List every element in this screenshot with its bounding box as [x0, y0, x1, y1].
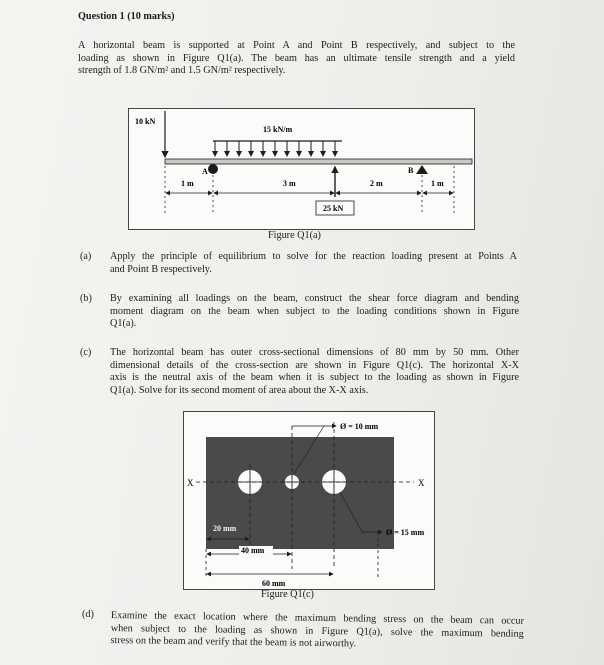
figure-q1c-frame — [183, 411, 435, 590]
figure-q1a-diagram — [129, 109, 474, 229]
part-a-text — [110, 251, 517, 276]
dim-20-label: 20 mm — [213, 524, 237, 533]
support-b-pin — [416, 165, 428, 174]
part-d-line: Examine the exact location where the maximum bending stress on the beam can occur — [110, 610, 524, 627]
dim-label-1: 1 m — [181, 179, 194, 188]
part-c-line: Q1(a). Solve for its second moment of area about the X-X axis. — [110, 384, 369, 396]
part-b-line: By examining all loadings on the beam, construct the shear force diagram and bending — [110, 293, 519, 304]
dim-label-2: 3 m — [283, 179, 296, 188]
part-d-label: (d) — [82, 609, 94, 620]
part-a-line: and Point B respectively. — [110, 263, 212, 275]
intro-paragraph — [78, 40, 515, 78]
udl-label: 15 kN/m — [263, 125, 293, 134]
part-a-label: (a) — [80, 251, 92, 262]
dia-large-label: Ø = 15 mm — [386, 528, 425, 537]
part-a-line: Apply the principle of equilibrium to solve for the reaction loading present at Points A — [110, 251, 517, 262]
part-c-line: axis is the neutral axis of the beam when it is subject to the loading as shown in Figure — [110, 372, 519, 384]
intro-line: loading as shown in Figure Q1(a). The beam has an ultimate tensile strength and a yield — [78, 52, 515, 64]
part-c-line: The horizontal beam has outer cross-sectional dimensions of 80 mm by 50 mm. Other — [110, 347, 519, 358]
point-b-label: B — [408, 166, 414, 175]
figure-q1a-frame — [128, 108, 475, 230]
dim-label-3: 2 m — [370, 179, 383, 188]
dia-small-label: Ø = 10 mm — [340, 422, 379, 431]
intro-line: A horizontal beam is supported at Point A and Point B respectively, and subject to the — [78, 40, 515, 51]
figure-q1c-caption: Figure Q1(c) — [261, 589, 314, 600]
axis-left-label: X — [187, 478, 194, 488]
beam — [165, 159, 472, 164]
figure-q1a-caption: Figure Q1(a) — [268, 230, 321, 241]
dim-label-4: 1 m — [431, 179, 444, 188]
question-heading: Question 1 (10 marks) — [78, 11, 175, 22]
dim-60-label: 60 mm — [262, 579, 286, 588]
part-d-line: stress on the beam and verify that the beam is not airworthy. — [110, 635, 357, 650]
axis-right-label: X — [418, 478, 425, 488]
point-load-top-label: 10 kN — [135, 117, 156, 126]
part-d-line: when subject to the loading as shown in Figure Q1(a), solve the maximum bending — [110, 622, 524, 640]
point-load-bottom-label: 25 kN — [323, 204, 344, 213]
part-c-label: (c) — [80, 347, 92, 358]
support-a-roller — [208, 164, 218, 174]
dim-40-label: 40 mm — [241, 546, 265, 555]
part-b-line: Q1(a). — [110, 318, 137, 330]
part-c-text — [110, 347, 519, 397]
part-b-line: moment diagram on the beam when subject to the loading conditions shown in Figure — [110, 305, 519, 317]
part-b-label: (b) — [80, 293, 92, 304]
figure-q1c-diagram — [184, 412, 434, 589]
point-a-label: A — [202, 167, 208, 176]
udl-arrows — [215, 141, 335, 156]
part-c-line: dimensional details of the cross-section are shown in Figure Q1(c). The horizontal X-X — [110, 359, 519, 371]
intro-line: strength of 1.8 GN/m² and 1.5 GN/m² respectively. — [78, 65, 286, 77]
part-d-text — [110, 610, 523, 654]
part-b-text — [110, 293, 519, 331]
